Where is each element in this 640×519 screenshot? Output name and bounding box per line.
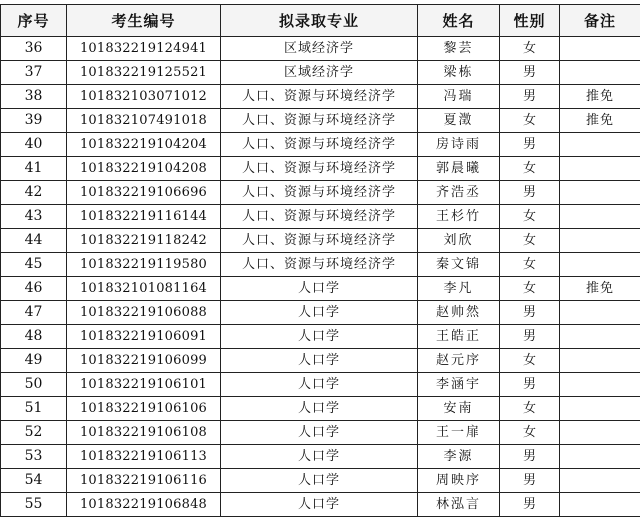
cell-name: 黎芸 <box>418 37 500 61</box>
cell-name: 房诗雨 <box>418 133 500 157</box>
table-row <box>1 109 640 133</box>
table-header <box>1 5 640 37</box>
cell-gender: 男 <box>500 325 560 349</box>
cell-major: 人口学 <box>221 373 418 397</box>
cell-major: 人口学 <box>221 469 418 493</box>
table-row <box>1 421 640 445</box>
cell-major: 人口、资源与环境经济学 <box>221 157 418 181</box>
cell-candidate-id: 101832219124941 <box>67 37 221 61</box>
cell-serial-number: 38 <box>1 85 67 109</box>
table-row <box>1 181 640 205</box>
table-body <box>1 37 640 517</box>
cell-gender: 男 <box>500 181 560 205</box>
cell-serial-number: 41 <box>1 157 67 181</box>
table-row <box>1 61 640 85</box>
table-row <box>1 133 640 157</box>
cell-gender: 女 <box>500 157 560 181</box>
cell-major: 人口学 <box>221 493 418 517</box>
cell-name: 郭晨曦 <box>418 157 500 181</box>
cell-major: 人口学 <box>221 421 418 445</box>
cell-major: 人口、资源与环境经济学 <box>221 205 418 229</box>
cell-remarks <box>560 493 640 517</box>
cell-name: 李凡 <box>418 277 500 301</box>
cell-serial-number: 48 <box>1 325 67 349</box>
cell-serial-number: 55 <box>1 493 67 517</box>
cell-serial-number: 43 <box>1 205 67 229</box>
cell-remarks <box>560 133 640 157</box>
cell-remarks <box>560 421 640 445</box>
table-row <box>1 301 640 325</box>
table-row <box>1 373 640 397</box>
cell-serial-number: 52 <box>1 421 67 445</box>
cell-candidate-id: 101832219106088 <box>67 301 221 325</box>
cell-remarks <box>560 181 640 205</box>
cell-name: 齐浩丞 <box>418 181 500 205</box>
cell-serial-number: 42 <box>1 181 67 205</box>
cell-remarks: 推免 <box>560 277 640 301</box>
table-row <box>1 325 640 349</box>
cell-gender: 女 <box>500 349 560 373</box>
cell-serial-number: 40 <box>1 133 67 157</box>
cell-name: 李源 <box>418 445 500 469</box>
cell-name: 夏澂 <box>418 109 500 133</box>
cell-name: 秦文锦 <box>418 253 500 277</box>
cell-serial-number: 50 <box>1 373 67 397</box>
cell-name: 刘欣 <box>418 229 500 253</box>
cell-name: 安南 <box>418 397 500 421</box>
cell-name: 王一扉 <box>418 421 500 445</box>
cell-gender: 男 <box>500 493 560 517</box>
admission-table <box>0 4 640 517</box>
cell-candidate-id: 101832219106848 <box>67 493 221 517</box>
cell-remarks <box>560 445 640 469</box>
header-remarks: 备注 <box>560 5 640 37</box>
cell-candidate-id: 101832219106106 <box>67 397 221 421</box>
cell-major: 人口学 <box>221 445 418 469</box>
cell-remarks <box>560 349 640 373</box>
cell-gender: 女 <box>500 253 560 277</box>
cell-name: 王杉竹 <box>418 205 500 229</box>
cell-serial-number: 44 <box>1 229 67 253</box>
header-serial-number: 序号 <box>1 5 67 37</box>
cell-gender: 女 <box>500 109 560 133</box>
cell-gender: 男 <box>500 85 560 109</box>
cell-candidate-id: 101832101081164 <box>67 277 221 301</box>
cell-major: 人口、资源与环境经济学 <box>221 253 418 277</box>
cell-remarks <box>560 253 640 277</box>
table-row <box>1 445 640 469</box>
cell-major: 人口、资源与环境经济学 <box>221 85 418 109</box>
cell-serial-number: 39 <box>1 109 67 133</box>
cell-remarks <box>560 37 640 61</box>
cell-serial-number: 37 <box>1 61 67 85</box>
cell-remarks: 推免 <box>560 85 640 109</box>
header-candidate-id: 考生编号 <box>67 5 221 37</box>
cell-major: 人口、资源与环境经济学 <box>221 181 418 205</box>
cell-remarks <box>560 373 640 397</box>
cell-candidate-id: 101832219106108 <box>67 421 221 445</box>
cell-candidate-id: 101832103071012 <box>67 85 221 109</box>
cell-candidate-id: 101832107491018 <box>67 109 221 133</box>
table-row <box>1 277 640 301</box>
cell-remarks <box>560 397 640 421</box>
cell-name: 梁栋 <box>418 61 500 85</box>
cell-candidate-id: 101832219116144 <box>67 205 221 229</box>
cell-remarks <box>560 61 640 85</box>
cell-serial-number: 49 <box>1 349 67 373</box>
cell-remarks <box>560 157 640 181</box>
cell-name: 王皓正 <box>418 325 500 349</box>
table-row <box>1 37 640 61</box>
cell-major: 人口学 <box>221 301 418 325</box>
table-row <box>1 397 640 421</box>
cell-gender: 男 <box>500 445 560 469</box>
cell-remarks <box>560 301 640 325</box>
cell-serial-number: 45 <box>1 253 67 277</box>
cell-major: 人口、资源与环境经济学 <box>221 133 418 157</box>
cell-serial-number: 46 <box>1 277 67 301</box>
cell-candidate-id: 101832219119580 <box>67 253 221 277</box>
cell-candidate-id: 101832219106091 <box>67 325 221 349</box>
cell-remarks <box>560 469 640 493</box>
cell-candidate-id: 101832219104204 <box>67 133 221 157</box>
cell-serial-number: 36 <box>1 37 67 61</box>
cell-major: 人口、资源与环境经济学 <box>221 229 418 253</box>
cell-major: 人口、资源与环境经济学 <box>221 109 418 133</box>
cell-serial-number: 54 <box>1 469 67 493</box>
table-row <box>1 349 640 373</box>
cell-name: 赵帅然 <box>418 301 500 325</box>
cell-major: 人口学 <box>221 325 418 349</box>
cell-gender: 男 <box>500 469 560 493</box>
table-row <box>1 229 640 253</box>
cell-gender: 女 <box>500 205 560 229</box>
cell-major: 区域经济学 <box>221 37 418 61</box>
header-name: 姓名 <box>418 5 500 37</box>
cell-major: 人口学 <box>221 397 418 421</box>
cell-gender: 女 <box>500 397 560 421</box>
table-row <box>1 469 640 493</box>
table-row <box>1 157 640 181</box>
cell-remarks <box>560 229 640 253</box>
cell-candidate-id: 101832219106099 <box>67 349 221 373</box>
cell-candidate-id: 101832219106113 <box>67 445 221 469</box>
cell-gender: 女 <box>500 421 560 445</box>
cell-gender: 女 <box>500 229 560 253</box>
cell-candidate-id: 101832219106116 <box>67 469 221 493</box>
table-row <box>1 493 640 517</box>
table-row <box>1 253 640 277</box>
cell-name: 周映序 <box>418 469 500 493</box>
header-row <box>1 5 640 37</box>
header-gender: 性别 <box>500 5 560 37</box>
table-row <box>1 205 640 229</box>
cell-gender: 男 <box>500 301 560 325</box>
cell-remarks <box>560 205 640 229</box>
cell-candidate-id: 101832219106696 <box>67 181 221 205</box>
cell-remarks <box>560 325 640 349</box>
header-major: 拟录取专业 <box>221 5 418 37</box>
cell-name: 赵元序 <box>418 349 500 373</box>
cell-candidate-id: 101832219104208 <box>67 157 221 181</box>
cell-name: 林泓言 <box>418 493 500 517</box>
cell-major: 人口学 <box>221 349 418 373</box>
cell-major: 人口学 <box>221 277 418 301</box>
cell-candidate-id: 101832219125521 <box>67 61 221 85</box>
cell-candidate-id: 101832219106101 <box>67 373 221 397</box>
cell-name: 李涵宇 <box>418 373 500 397</box>
cell-gender: 男 <box>500 61 560 85</box>
cell-major: 区域经济学 <box>221 61 418 85</box>
cell-gender: 女 <box>500 37 560 61</box>
table-row <box>1 85 640 109</box>
cell-serial-number: 51 <box>1 397 67 421</box>
cell-gender: 女 <box>500 277 560 301</box>
cell-gender: 男 <box>500 133 560 157</box>
cell-gender: 男 <box>500 373 560 397</box>
cell-name: 冯瑞 <box>418 85 500 109</box>
cell-serial-number: 47 <box>1 301 67 325</box>
cell-serial-number: 53 <box>1 445 67 469</box>
cell-candidate-id: 101832219118242 <box>67 229 221 253</box>
cell-remarks: 推免 <box>560 109 640 133</box>
